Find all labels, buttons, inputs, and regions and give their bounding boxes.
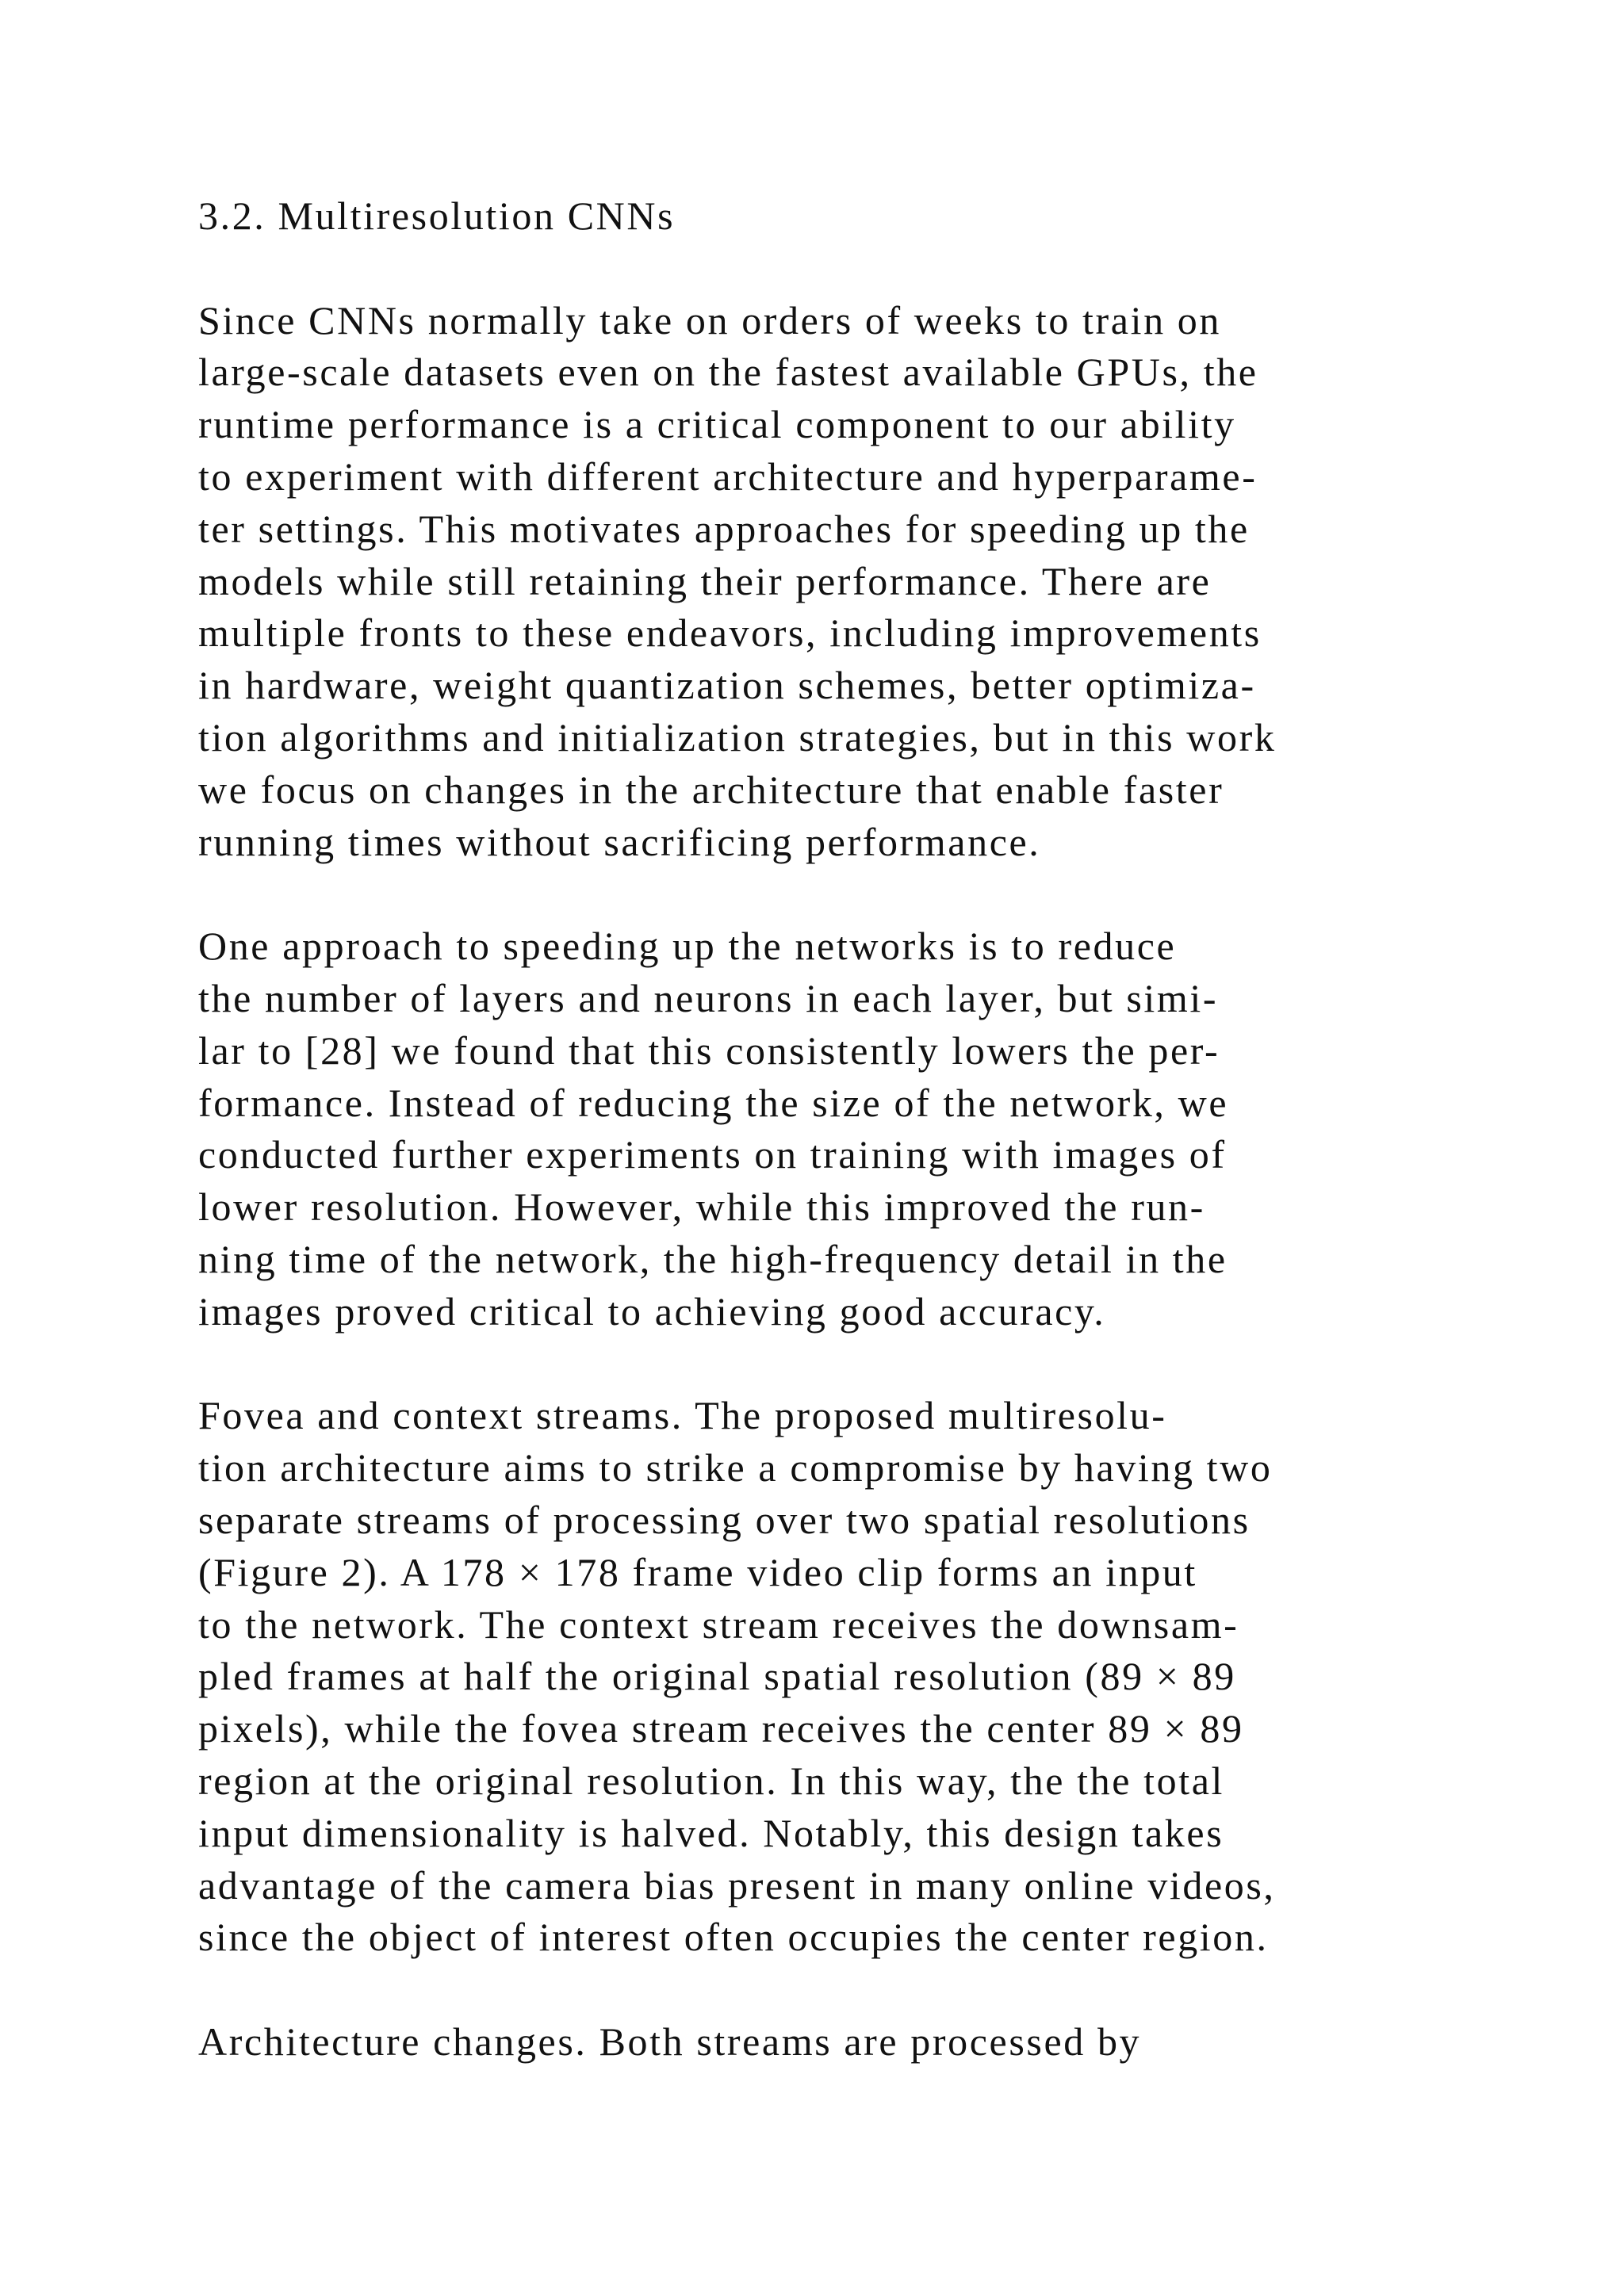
text-line: tion algorithms and initialization strategies, but in this work	[198, 714, 1277, 760]
paragraph-spacer	[198, 243, 1435, 295]
paragraph-spacer	[198, 1964, 1435, 2016]
text-line: region at the original resolution. In this way, the the total	[198, 1758, 1224, 1803]
paragraph-fovea-context	[198, 1390, 1435, 1964]
paragraph-speedup-approach	[198, 920, 1435, 1337]
paragraph-runtime-motivation	[198, 295, 1435, 869]
text-body	[198, 190, 1435, 2068]
text-line: Fovea and context streams. The proposed multiresolu-	[198, 1393, 1167, 1438]
text-line: ning time of the network, the high-frequency detail in the	[198, 1236, 1228, 1281]
text-line: the number of layers and neurons in each layer, but simi-	[198, 975, 1219, 1020]
text-line: large-scale datasets even on the fastest available GPUs, the	[198, 350, 1258, 395]
paragraph-spacer	[198, 1338, 1435, 1391]
text-line: we focus on changes in the architecture that enable faster	[198, 767, 1224, 812]
text-line: to the network. The context stream receives the downsam-	[198, 1601, 1239, 1647]
text-line: Architecture changes. Both streams are processed by	[198, 2019, 1142, 2064]
text-line: conducted further experiments on training with images of	[198, 1132, 1227, 1177]
text-line: (Figure 2). A 178 × 178 frame video clip forms an input	[198, 1549, 1197, 1594]
section-heading: 3.2. Multiresolution CNNs	[198, 193, 676, 238]
text-line: input dimensionality is halved. Notably, this design takes	[198, 1810, 1224, 1855]
text-line: advantage of the camera bias present in many online videos,	[198, 1862, 1276, 1908]
text-line: One approach to speeding up the networks is to reduce	[198, 924, 1177, 969]
text-line: pixels), while the fovea stream receives the center 89 × 89	[198, 1706, 1244, 1751]
text-line: in hardware, weight quantization schemes, better optimiza-	[198, 663, 1256, 708]
paragraph-architecture-changes	[198, 2016, 1435, 2068]
text-line: pled frames at half the original spatial resolution (89 × 89	[198, 1654, 1236, 1699]
text-line: since the object of interest often occupies the center region.	[198, 1915, 1269, 1960]
text-line: tion architecture aims to strike a compromise by having two	[198, 1445, 1273, 1490]
text-line: images proved critical to achieving good accuracy.	[198, 1288, 1106, 1334]
text-line: running times without sacrificing performance.	[198, 819, 1041, 864]
text-line: separate streams of processing over two spatial resolutions	[198, 1497, 1251, 1542]
text-line: lower resolution. However, while this improved the run-	[198, 1184, 1205, 1230]
text-line: models while still retaining their performance. There are	[198, 558, 1212, 603]
text-line: ter settings. This motivates approaches for speeding up the	[198, 506, 1250, 551]
text-line: formance. Instead of reducing the size of the network, we	[198, 1080, 1229, 1125]
text-line: Since CNNs normally take on orders of weeks to train on	[198, 297, 1221, 342]
text-line: multiple fronts to these endeavors, including improvements	[198, 610, 1262, 656]
text-line: lar to [28] we found that this consistently lowers the per-	[198, 1027, 1220, 1073]
text-line: to experiment with different architecture and hyperparame-	[198, 453, 1258, 499]
paragraph-spacer	[198, 868, 1435, 920]
text-line: runtime performance is a critical component to our ability	[198, 402, 1236, 447]
